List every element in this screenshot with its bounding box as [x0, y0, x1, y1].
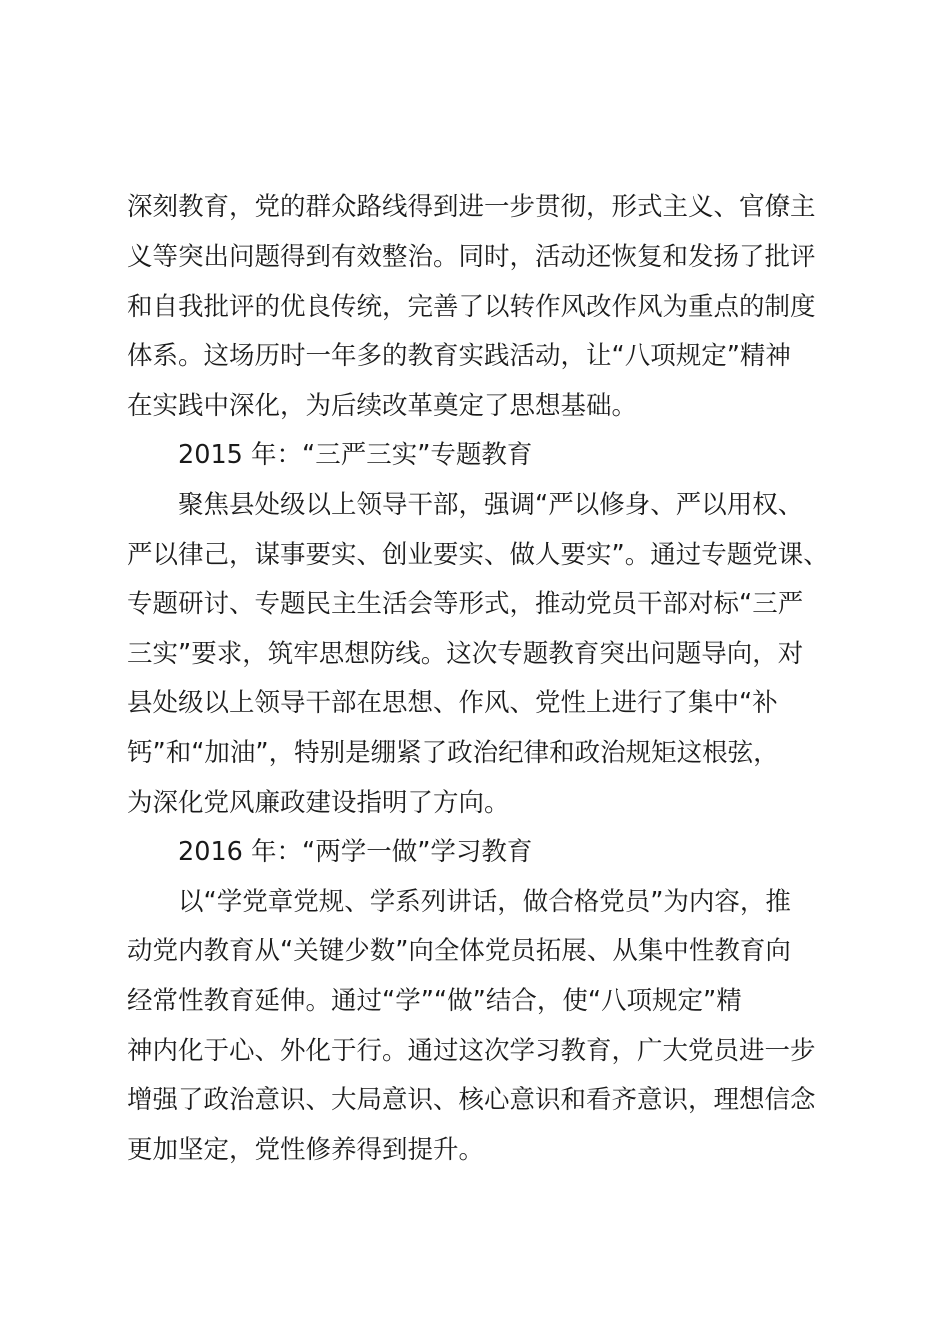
text-line: 经常性教育延伸。通过“学”“做”结合，使“八项规定”精 [127, 986, 742, 1016]
text-line: 在实践中深化，为后续改革奠定了思想基础。 [127, 391, 638, 421]
text-line: 钙”和“加油”，特别是绷紧了政治纪律和政治规矩这根弦， [127, 738, 779, 768]
text-line: 动党内教育从“关键少数”向全体党员拓展、从集中性教育向 [127, 936, 791, 966]
text-line: 增强了政治意识、大局意识、核心意识和看齐意识，理想信念 [127, 1085, 816, 1115]
text-line: 更加坚定，党性修养得到提升。 [127, 1135, 485, 1165]
section-heading-2015: 2015 年：“三严三实”专题教育 [178, 440, 533, 470]
text-line: 聚焦县处级以上领导干部，强调“严以修身、严以用权、 [178, 490, 804, 520]
text-line: 以“学党章党规、学系列讲话，做合格党员”为内容，推 [178, 887, 791, 917]
text-line: 为深化党风廉政建设指明了方向。 [127, 788, 510, 818]
text-line: 义等突出问题得到有效整治。同时，活动还恢复和发扬了批评 [127, 242, 816, 272]
text-line: 县处级以上领导干部在思想、作风、党性上进行了集中“补 [127, 688, 778, 718]
text-line: 三实”要求，筑牢思想防线。这次专题教育突出问题导向，对 [127, 639, 804, 669]
text-line: 专题研讨、专题民主生活会等形式，推动党员干部对标“三严 [127, 589, 804, 619]
text-line: 神内化于心、外化于行。通过这次学习教育，广大党员进一步 [127, 1036, 816, 1066]
text-line: 和自我批评的优良传统，完善了以转作风改作风为重点的制度 [127, 292, 816, 322]
section-heading-2016: 2016 年：“两学一做”学习教育 [178, 837, 533, 867]
text-line: 体系。这场历时一年多的教育实践活动，让“八项规定”精神 [127, 341, 791, 371]
text-line: 严以律己，谋事要实、创业要实、做人要实”。通过专题党课、 [127, 540, 829, 570]
text-line: 深刻教育，党的群众路线得到进一步贯彻，形式主义、官僚主 [127, 192, 816, 222]
